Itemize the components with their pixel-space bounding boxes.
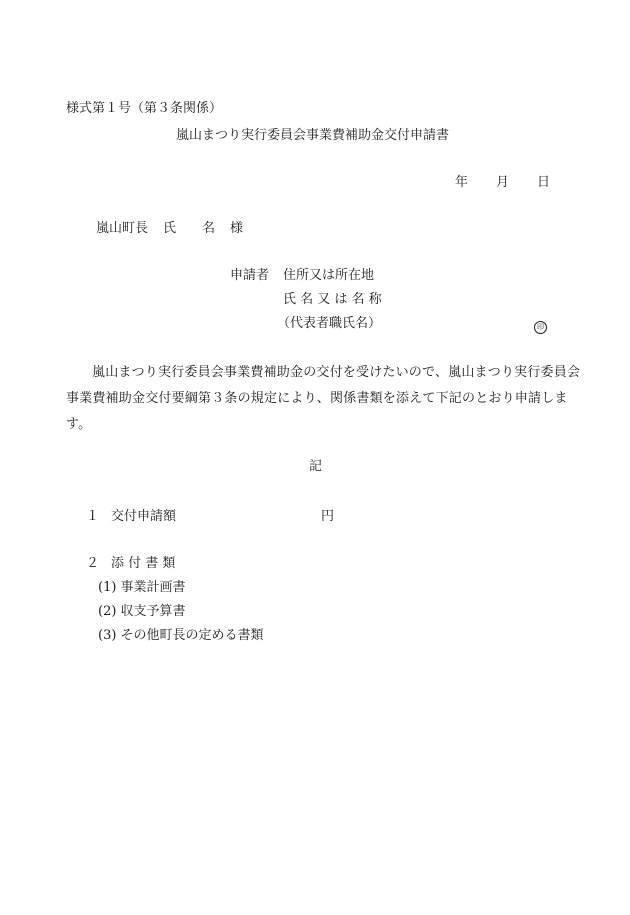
applicant-name-label: 氏 名 又 は 名 称: [283, 292, 382, 307]
attachment-item: (3) その他町長の定める書類: [98, 628, 264, 643]
seal-mark: [534, 318, 547, 334]
item-1-unit: 円: [321, 509, 335, 524]
item-2-number: ２: [86, 556, 100, 571]
attachment-item: (2) 収支予算書: [98, 604, 186, 619]
seal-icon: 印: [534, 321, 547, 334]
addressee-honorific: 様: [230, 221, 244, 236]
item-2-label: 添 付 書 類: [111, 556, 176, 571]
addressee-office: 嵐山町長: [96, 221, 149, 236]
applicant-address-label: 住所又は所在地: [283, 268, 375, 283]
applicant-label: 申請者: [230, 268, 270, 283]
item-1-number: １: [86, 509, 100, 524]
form-number: 様式第１号（第３条関係）: [66, 101, 223, 116]
date-day: 日: [537, 175, 551, 190]
application-body-text: 嵐山まつり実行委員会事業費補助金の交付を受けたいので、嵐山まつり実行委員会事業費補助金交付要綱第３条の規定により、関係書類を添えて下記のとおり申請します。: [66, 365, 581, 432]
applicant-rep-label: （代表者職氏名）: [277, 316, 382, 331]
addressee-name-label: 氏 名: [163, 221, 216, 236]
item-1-label: 交付申請額: [111, 509, 177, 524]
date-month: 月: [496, 175, 510, 190]
date-year: 年: [455, 175, 469, 190]
document-title: 嵐山まつり実行委員会事業費補助金交付申請書: [176, 128, 450, 143]
attachment-item: (1) 事業計画書: [98, 580, 186, 595]
ki-heading: 記: [309, 459, 323, 474]
